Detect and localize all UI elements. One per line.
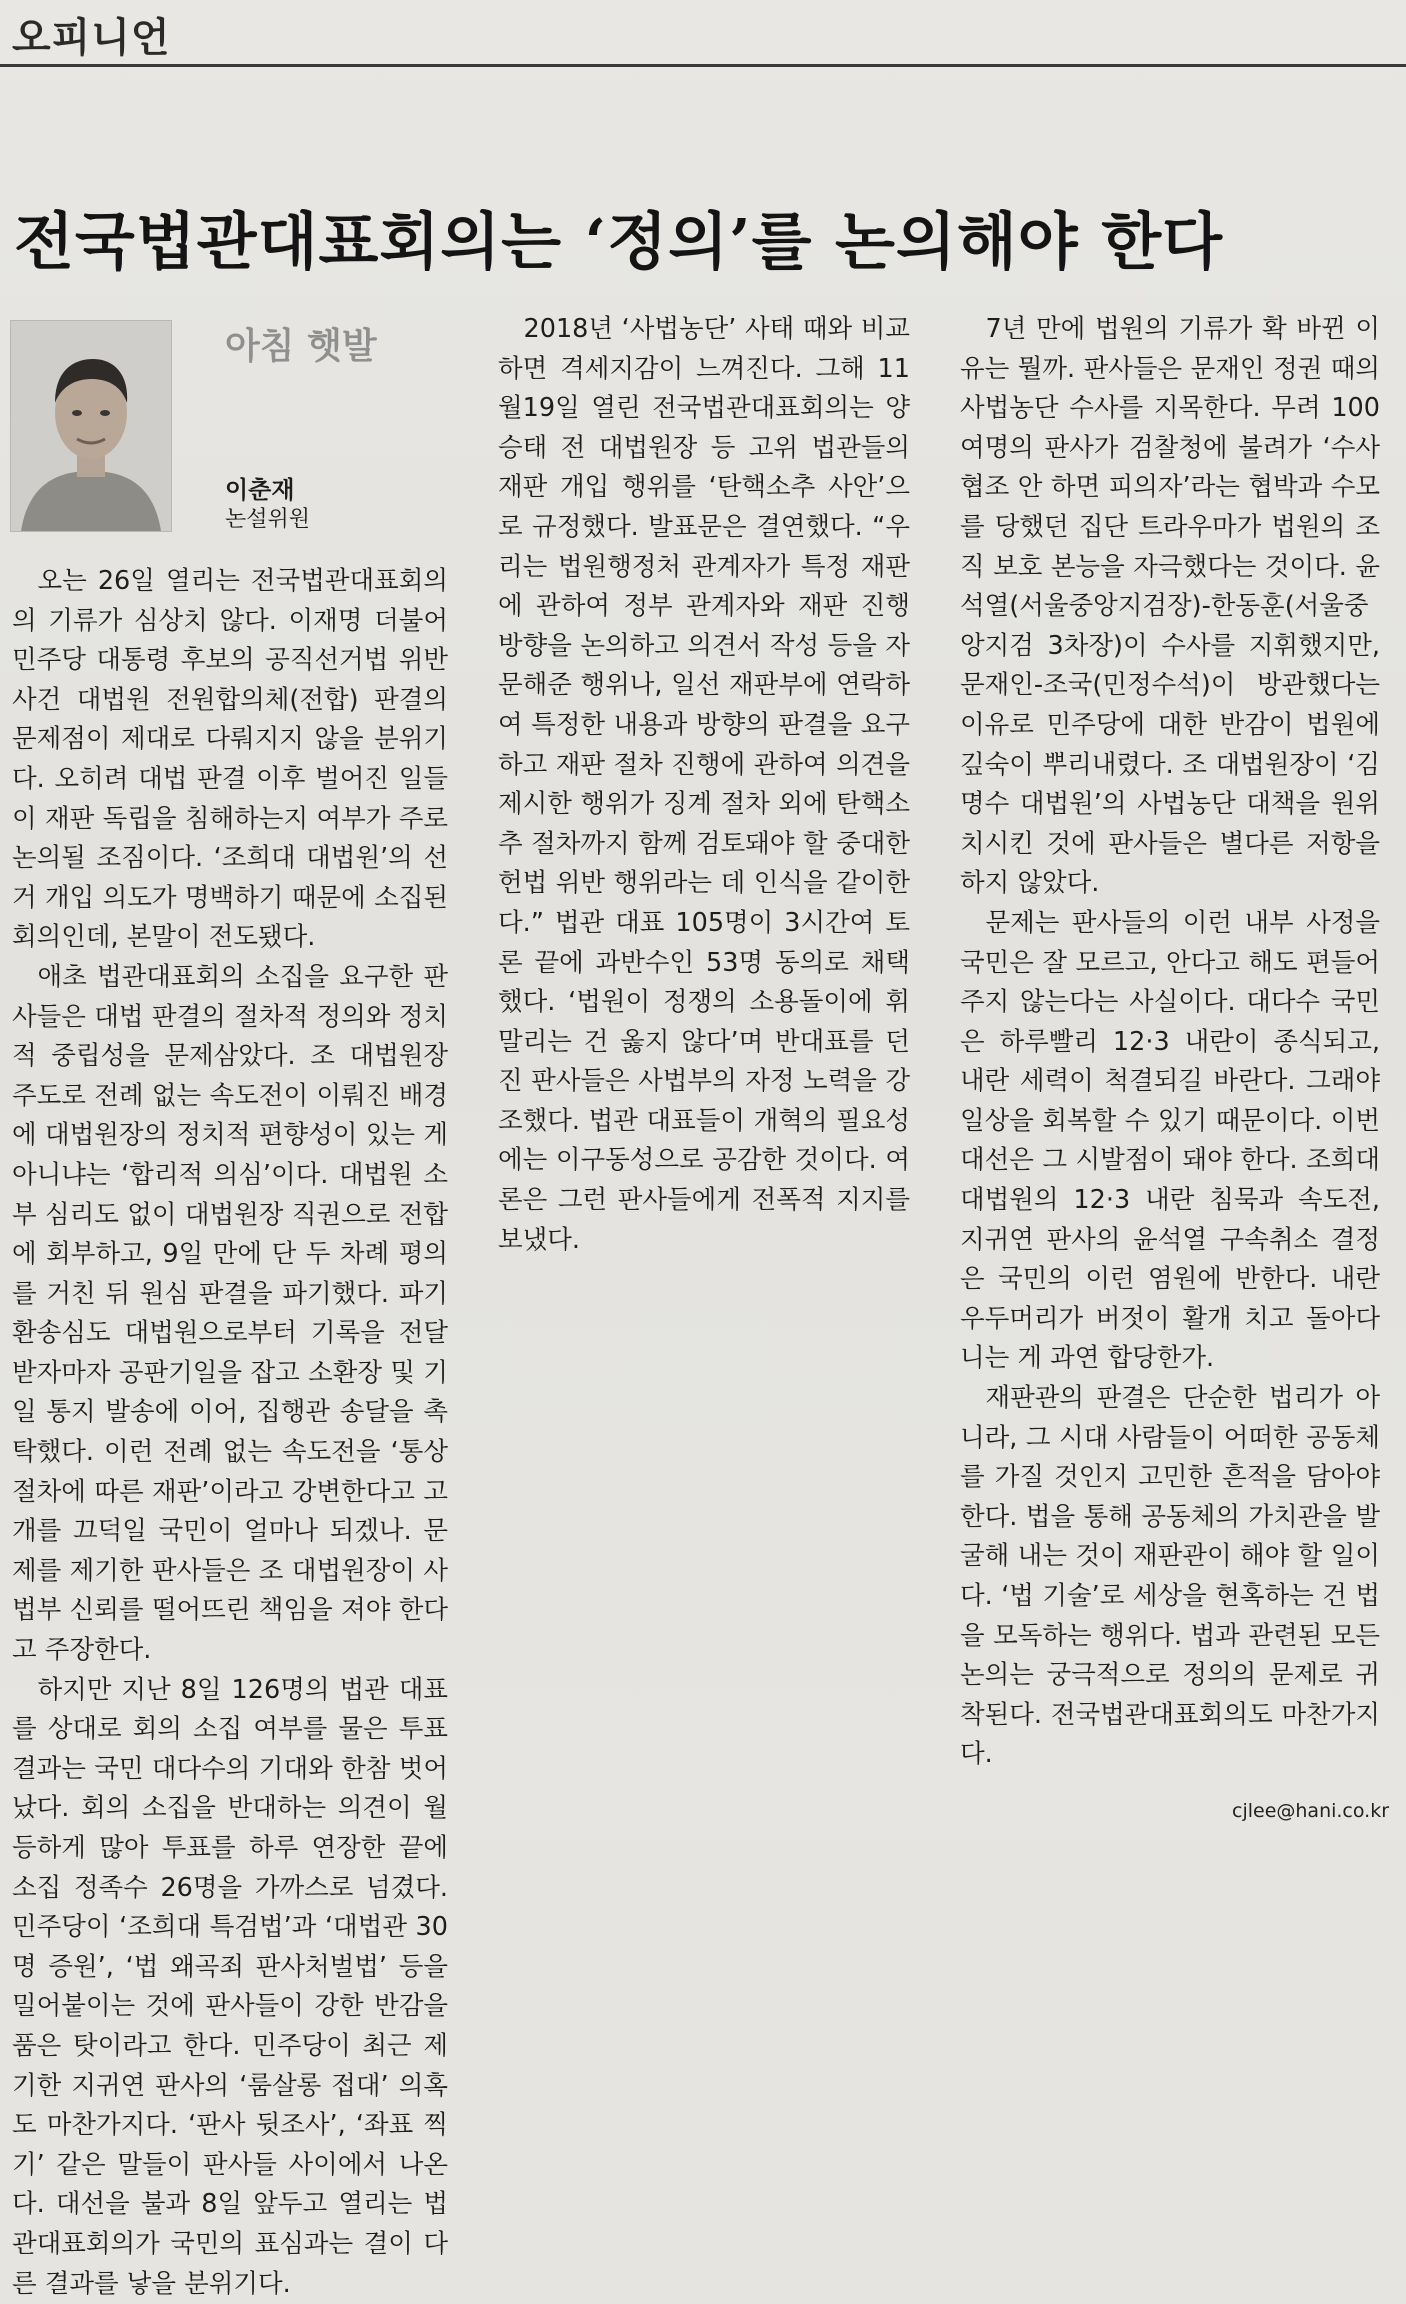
author-email: cjlee@hani.co.kr [1232, 1800, 1390, 1822]
author-photo [10, 320, 172, 532]
paragraph-6: 문제는 판사들의 이런 내부 사정을 국민은 잘 모르고, 안다고 해도 편들어주지 않는다는 사실이다. 대다수 국민은 하루빨리 12·3 내란이 종식되고, 내란 세력이 척결되길 바란다. 그래야 일상을 회복할 수 있기 때문이다. 이번 대선은 그 시발점이 돼야 한다. 조희대 대법원의 12·3 내란 침묵과 속도전, 지귀연 판사의 윤석열 구속취소 결정은 국민의 이런 염원에 반한다. 내란 우두머리가 버젓이 활개 치고 돌아다니는 게 과연 합당한가. [960, 907, 1380, 1374]
paragraph-5: 7년 만에 법원의 기류가 확 바뀐 이유는 뭘까. 판사들은 문재인 정권 때의 사법농단 수사를 지목한다. 무려 100여명의 판사가 검찰청에 불려가 ‘수사협조 안 하면 피의자’라는 협박과 수모를 당했던 집단 트라우마가 법원의 조직 보호 본능을 자극했다는 것이다. 윤석열(서울중앙지검장)-한동훈(서울중앙지검 3차장)이 수사를 지휘했지만, 문재인-조국(민정수석)이 방관했다는 이유로 민주당에 대한 반감이 법원에 깊숙이 뿌리내렸다. 조 대법원장이 ‘김명수 대법원’의 사법농단 대책을 원위치시킨 것에 판사들은 별다른 저항을 하지 않았다. [960, 314, 1380, 899]
article-column-1 [12, 562, 448, 2304]
headline: 전국법관대표회의는 ‘정의’를 논의해야 한다 [14, 204, 1223, 278]
article-column-2 [498, 310, 910, 1260]
section-label: 오피니언 [12, 15, 171, 61]
paragraph-3: 하지만 지난 8일 126명의 법관 대표를 상대로 회의 소집 여부를 물은 투표 결과는 국민 대다수의 기대와 한참 벗어났다. 회의 소집을 반대하는 의견이 월등하게 많아 투표를 하루 연장한 끝에 소집 정족수 26명을 가까스로 넘겼다. 민주당이 ‘조희대 특검법’과 ‘대법관 30명 증원’, ‘법 왜곡죄 판사처벌법’ 등을 밀어붙이는 것에 판사들이 강한 반감을 품은 탓이라고 한다. 민주당이 최근 제기한 지귀연 판사의 ‘룸살롱 접대’ 의혹도 마찬가지다. ‘판사 뒷조사’, ‘좌표 찍기’ 같은 말들이 판사들 사이에서 나온다. 대선을 불과 8일 앞두고 열리는 법관대표회의가 국민의 표심과는 결이 다른 결과를 낳을 분위기다. [12, 1674, 448, 2299]
section-rule [0, 64, 1406, 67]
article-column-3 [960, 310, 1380, 1775]
paragraph-7: 재판관의 판결은 단순한 법리가 아니라, 그 시대 사람들이 어떠한 공동체를 가질 것인지 고민한 흔적을 담아야 한다. 법을 통해 공동체의 가치관을 발굴해 내는 것이 재판관이 해야 할 일이다. ‘법 기술’로 세상을 현혹하는 건 법을 모독하는 행위다. 법과 관련된 모든 논의는 궁극적으로 정의의 문제로 귀착된다. 전국법관대표회의도 마찬가지다. [960, 1383, 1380, 1770]
author-name: 이춘재 [225, 476, 295, 504]
paragraph-1: 오는 26일 열리는 전국법관대표회의의 기류가 심상치 않다. 이재명 더불어민주당 대통령 후보의 공직선거법 위반 사건 대법원 전원합의체(전합) 판결의 문제점이 제대로 다뤄지지 않을 분위기다. 오히려 대법 판결 이후 벌어진 일들이 재판 독립을 침해하는지 여부가 주로 논의될 조짐이다. ‘조희대 대법원’의 선거 개입 의도가 명백하기 때문에 소집된 회의인데, 본말이 전도됐다. [12, 566, 448, 953]
author-title: 논설위원 [225, 507, 311, 532]
author-portrait-icon [11, 321, 171, 531]
column-name: 아침 햇발 [225, 326, 377, 367]
paragraph-2: 애초 법관대표회의 소집을 요구한 판사들은 대법 판결의 절차적 정의와 정치적 중립성을 문제삼았다. 조 대법원장 주도로 전례 없는 속도전이 이뤄진 배경에 대법원장의 정치적 편향성이 있는 게 아니냐는 ‘합리적 의심’이다. 대법원 소부 심리도 없이 대법원장 직권으로 전합에 회부하고, 9일 만에 단 두 차례 평의를 거친 뒤 원심 판결을 파기했다. 파기환송심도 대법원으로부터 기록을 전달받자마자 공판기일을 잡고 소환장 및 기일 통지 발송에 이어, 집행관 송달을 촉탁했다. 이런 전례 없는 속도전을 ‘통상 절차에 따른 재판’이라고 강변한다고 고개를 끄덕일 국민이 얼마나 되겠나. 문제를 제기한 판사들은 조 대법원장이 사법부 신뢰를 떨어뜨린 책임을 져야 한다고 주장한다. [12, 961, 448, 1666]
paragraph-4: 2018년 ‘사법농단’ 사태 때와 비교하면 격세지감이 느껴진다. 그해 11월19일 열린 전국법관대표회의는 양승태 전 대법원장 등 고위 법관들의 재판 개입 행위를 ‘탄핵소추 사안’으로 규정했다. 발표문은 결연했다. “우리는 법원행정처 관계자가 특정 재판에 관하여 정부 관계자와 재판 진행 방향을 논의하고 의견서 작성 등을 자문해준 행위나, 일선 재판부에 연락하여 특정한 내용과 방향의 판결을 요구하고 재판 절차 진행에 관하여 의견을 제시한 행위가 징계 절차 외에 탄핵소추 절차까지 함께 검토돼야 할 중대한 헌법 위반 행위라는 데 인식을 같이한다.” 법관 대표 105명이 3시간여 토론 끝에 과반수인 53명 동의로 채택했다. ‘법원이 정쟁의 소용돌이에 휘말리는 건 옳지 않다’며 반대표를 던진 판사들은 사법부의 자정 노력을 강조했다. 법관 대표들이 개혁의 필요성에는 이구동성으로 공감한 것이다. 여론은 그런 판사들에게 전폭적 지지를 보냈다. [498, 314, 910, 1255]
